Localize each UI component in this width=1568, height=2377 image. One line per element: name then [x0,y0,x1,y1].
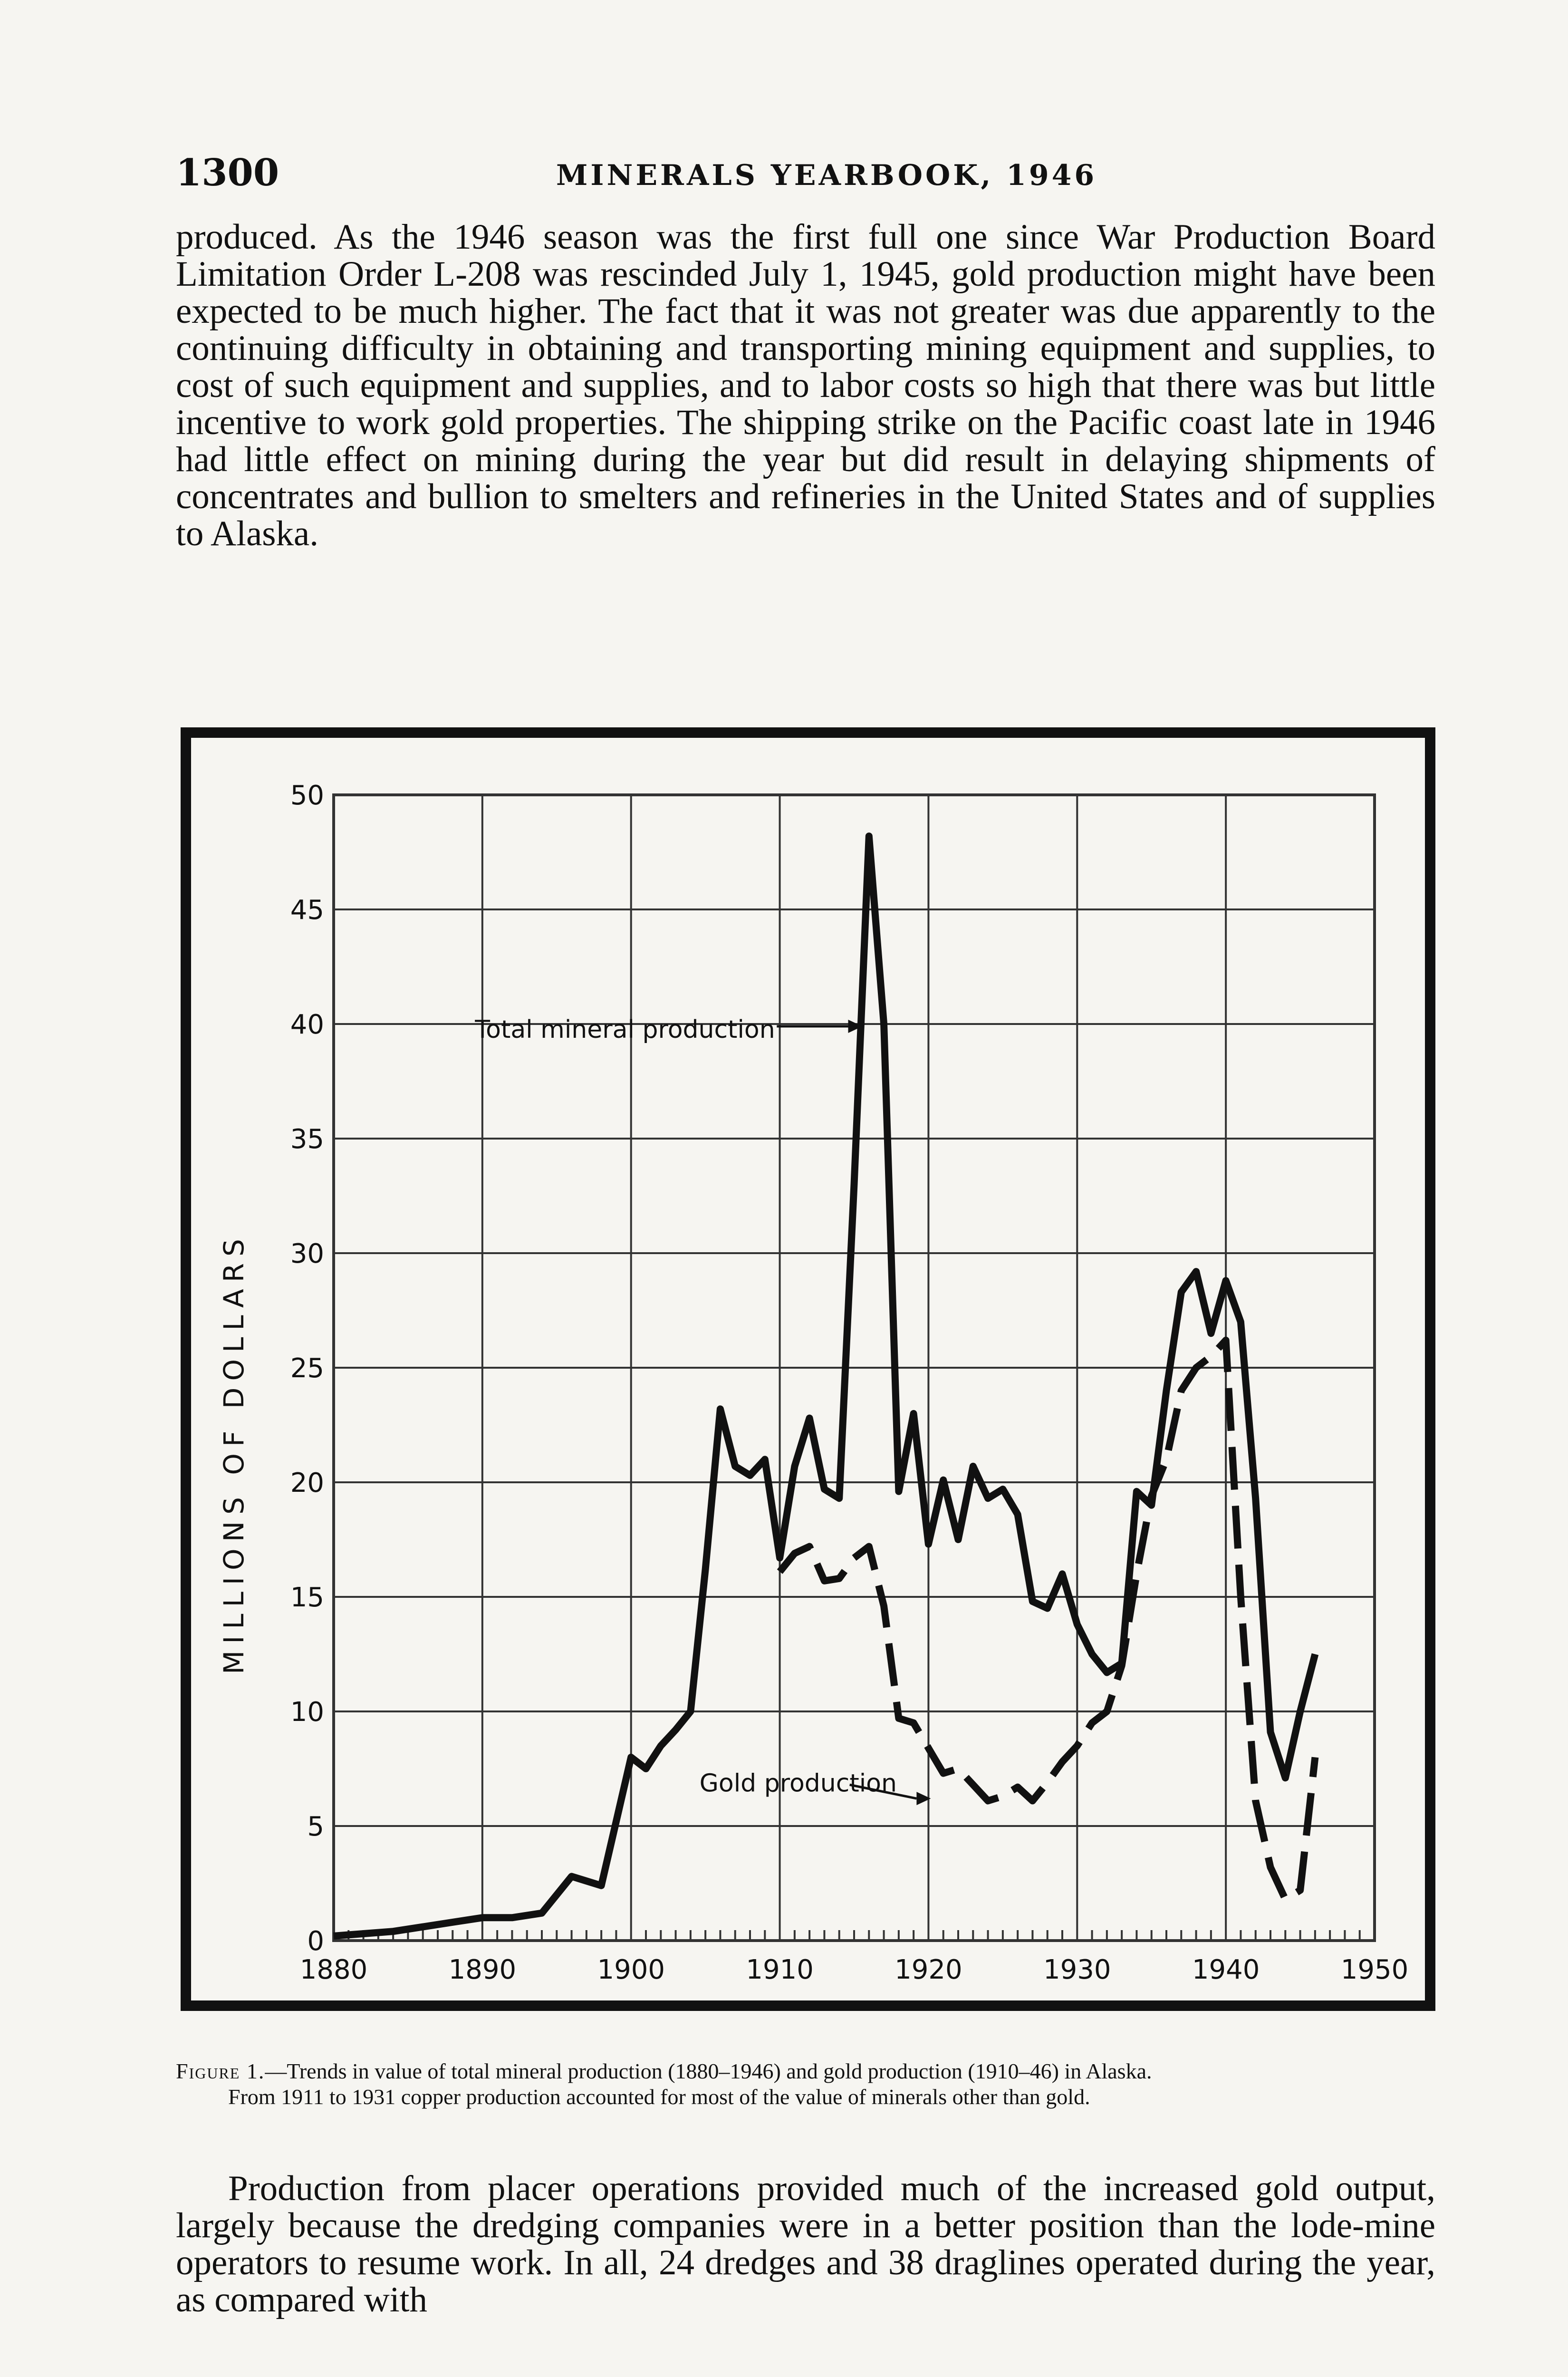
annotation-total-mineral: Total mineral production [475,1015,775,1044]
y-tick-label: 30 [290,1238,324,1269]
x-tick-label: 1940 [1192,1954,1260,1985]
y-tick-label: 40 [290,1009,324,1040]
body-paragraph-top: produced. As the 1946 season was the first full one since War Production Board Limitation Order L-208 was rescinded July 1, 1945, gold production might have been expected to be much higher. The fact that it was not greater was due apparently to the continuing difficulty in obtaining and transporting mining equipment and supplies, to cost of such equipment and supplies, and to labor costs so high that there was but little incentive to work gold properties. The shipping strike on the Pacific coast late in 1946 had little effect on mining during the year but did result in delaying shipments of concentrates and bullion to smelters and refineries in the United States and of supplies to Alaska. [176,217,1435,553]
series-line-gold [780,1340,1315,1899]
running-head [176,151,1435,194]
y-tick-label: 15 [290,1582,324,1613]
y-tick-label: 5 [307,1811,324,1842]
page-number: 1300 [176,151,279,194]
annotation-gold: Gold production [699,1769,897,1798]
y-tick-label: 0 [307,1926,324,1957]
y-tick-label: 10 [290,1697,324,1728]
figure-caption [176,2058,1435,2110]
x-tick-label: 1950 [1340,1954,1409,1985]
y-tick-label: 20 [290,1468,324,1498]
body-paragraph-bottom: Production from placer operations provided much of the increased gold output, largely because the dredging companies were in a better position than the lode-mine operators to resume work. In all, 24 dredges and 38 draglines operated during the year, as compared with [176,2169,1435,2319]
y-tick-label: 50 [290,780,324,811]
caption-line-2: From 1911 to 1931 copper production accounted for most of the value of minerals other than gold. [228,2085,1090,2109]
x-tick-label: 1900 [597,1954,665,1985]
running-title: MINERALS YEARBOOK, 1946 [556,159,1097,192]
line-chart [191,738,1425,2000]
y-tick-label: 45 [290,895,324,926]
x-tick-label: 1930 [1043,1954,1111,1985]
x-tick-label: 1890 [448,1954,517,1985]
y-tick-label: 35 [290,1124,324,1155]
y-tick-label: 25 [290,1353,324,1384]
y-axis-label: MILLIONS OF DOLLARS [218,1232,250,1674]
x-tick-label: 1880 [299,1954,368,1985]
x-tick-label: 1920 [895,1954,962,1985]
x-tick-label: 1910 [746,1954,814,1985]
caption-label: Figure 1. [176,2059,265,2083]
caption-line-1: —Trends in value of total mineral production (1880–1946) and gold production (1910–46) in Alaska. [265,2059,1152,2083]
figure-1 [181,727,1435,2011]
